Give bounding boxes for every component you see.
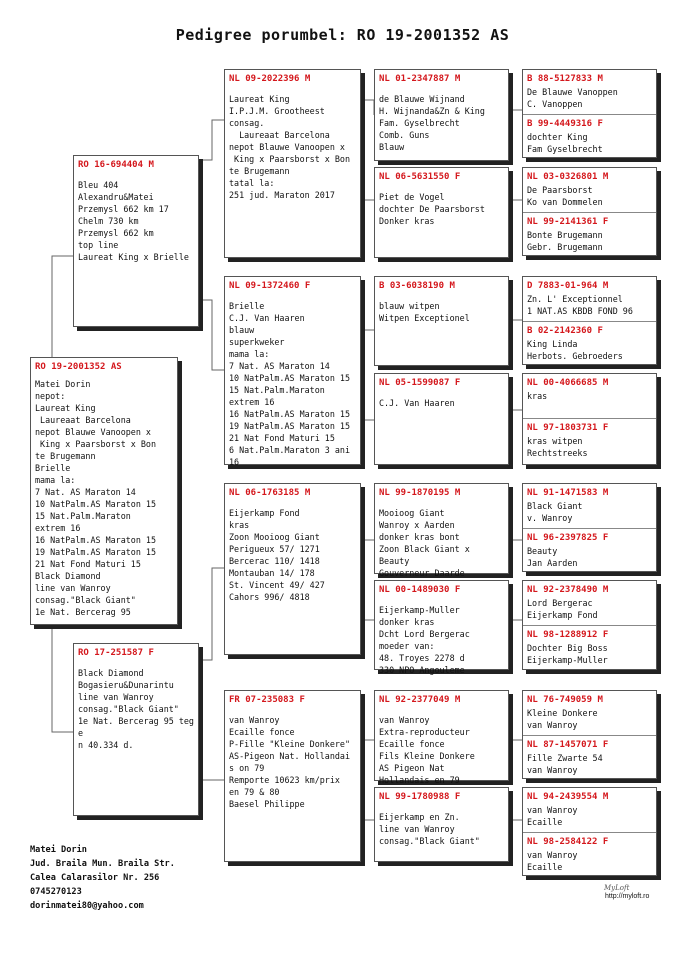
gen3-card	[374, 690, 509, 785]
gen3-text: Eijerkamp en Zn. line van Wanroy consag."Black Giant"	[379, 812, 480, 846]
gen4-pair-card	[522, 483, 657, 572]
gen4-text: Kleine Donkere van Wanroy	[527, 708, 598, 730]
contact-phone: 0745270123	[30, 887, 82, 897]
gen3-id: NL 05-1599087 F	[379, 378, 461, 388]
gen4-id: NL 98-2584122 F	[527, 837, 609, 847]
gen4-pair-card	[522, 167, 657, 256]
gen3-text: Piet de Vogel dochter De Paarsborst Donker kras	[379, 192, 485, 226]
dam-id: RO 17-251587 F	[78, 648, 154, 658]
gen4-text: De Paarsborst Ko van Dommelen	[527, 185, 603, 207]
gen2-card	[224, 69, 361, 258]
contact-street: Calea Calarasilor Nr. 256	[30, 873, 160, 883]
gen4-text: kras witpen Rechtstreeks	[527, 436, 588, 458]
gen4-id: NL 96-2397825 F	[527, 533, 609, 543]
gen2-card	[224, 690, 361, 862]
sire-card	[73, 155, 199, 327]
gen4-id: B 88-5127833 M	[527, 74, 603, 84]
gen2-id: NL 09-2022396 M	[229, 74, 311, 84]
sire-id: RO 16-694404 M	[78, 160, 154, 170]
subject-text: Matei Dorin nepot: Laureat King Laureaat Barcelona nepot Blauwe Vanoopen x King x Paarsborst x Bon te Brugemann Brielle mama la: 7 Nat. AS Maraton 14 10 NatPalm.AS Maraton 15 15 Nat.Palm.Maraton extrem 16 16 NatPalm.AS Maraton 15 19 NatPalm.AS Maraton 15 21 Nat Fond Maturi 15 Black Diamond line van Wanroy consag."Black Giant" 1e Nat. Bercerag 95	[35, 379, 157, 617]
gen2-id: NL 06-1763185 M	[229, 488, 311, 498]
gen4-text: Black Giant v. Wanroy	[527, 501, 583, 523]
gen2-id: NL 09-1372460 F	[229, 281, 311, 291]
gen4-id: B 99-4449316 F	[527, 119, 603, 129]
gen4-text: dochter King Fam Gyselbrecht	[527, 132, 603, 154]
gen3-card	[374, 580, 509, 675]
gen2-text: Laureat King I.P.J.M. Grootheest consag. Laureaat Barcelona nepot Blauwe Vanoopen x King x Paarsborst x Bon te Brugemann tatal la: 251 jud. Maraton 2017	[229, 94, 351, 200]
myloft-logo: MyLoft	[604, 884, 630, 892]
gen4-text: Bonte Brugemann Gebr. Brugemann	[527, 230, 603, 252]
gen3-id: NL 00-1489030 F	[379, 585, 461, 595]
gen2-card	[224, 276, 361, 465]
gen4-id: NL 03-0326801 M	[527, 172, 609, 182]
gen4-text: Lord Bergerac Eijerkamp Fond	[527, 598, 598, 620]
gen4-id: B 02-2142360 F	[527, 326, 603, 336]
dam-text: Black Diamond Bogasieru&Dunarintu line van Wanroy consag."Black Giant" 1e Nat. Bercerag 95 tege n 40.334 d.	[78, 668, 194, 750]
gen3-text: van Wanroy Extra-reproducteur Ecaille fonce Fils Kleine Donkere AS Pigeon Nat Hollandais en 79	[379, 715, 475, 785]
sire-text: Bleu 404 Alexandru&Matei Przemysl 662 km 17 Chelm 730 km Przemysl 662 km top line Laureat King x Brielle	[78, 180, 189, 262]
gen4-id: NL 87-1457071 F	[527, 740, 609, 750]
gen3-text: blauw witpen Witpen Exceptionel	[379, 301, 470, 323]
contact-name: Matei Dorin	[30, 845, 87, 855]
contact-address: Jud. Braila Mun. Braila Str.	[30, 859, 175, 869]
gen4-pair-card	[522, 690, 657, 779]
gen3-card	[374, 373, 509, 465]
gen2-id: FR 07-235083 F	[229, 695, 305, 705]
gen3-id: NL 01-2347887 M	[379, 74, 461, 84]
gen4-text: Zn. L' Exceptionnel 1 NAT.AS KBDB FOND 96	[527, 294, 633, 316]
gen4-pair-card	[522, 69, 657, 158]
gen3-id: NL 06-5631550 F	[379, 172, 461, 182]
gen4-text: kras	[527, 391, 548, 401]
gen2-text: Brielle C.J. Van Haaren blauw superkweker mama la: 7 Nat. AS Maraton 14 10 NatPalm.AS Maraton 15 15 Nat.Palm.Maraton extrem 16 16 NatPalm.AS Maraton 15 19 NatPalm.AS Maraton 15 21 Nat Fond Maturi 15 6 Nat.Palm.Maraton 3 ani 16	[229, 301, 351, 467]
dam-card	[73, 643, 199, 816]
gen3-id: NL 92-2377049 M	[379, 695, 461, 705]
gen4-pair-card	[522, 580, 657, 670]
gen3-text: Eijerkamp-Muller donker kras Dcht Lord Bergerac moeder van: 48. Troyes 2278 d 330 NPO Angouleme	[379, 605, 470, 675]
gen3-card	[374, 483, 509, 578]
subject-id: RO 19-2001352 AS	[35, 362, 122, 372]
gen4-id: NL 91-1471583 M	[527, 488, 609, 498]
gen4-id: NL 94-2439554 M	[527, 792, 609, 802]
gen3-text: de Blauwe Wijnand H. Wijnanda&Zn & King Fam. Gyselbrecht Comb. Guns Blauw	[379, 94, 485, 152]
gen4-text: Fille Zwarte 54 van Wanroy	[527, 753, 603, 775]
gen4-id: NL 98-1288912 F	[527, 630, 609, 640]
gen3-card	[374, 276, 509, 366]
gen2-text: van Wanroy Ecaille fonce P-Fille "Kleine Donkere" AS-Pigeon Nat. Hollandai s on 79 Remporte 10623 km/prix en 79 & 80 Baesel Philippe	[229, 715, 351, 809]
subject-card	[30, 357, 178, 625]
gen3-id: B 03-6038190 M	[379, 281, 455, 291]
gen4-text: van Wanroy Ecaille	[527, 805, 578, 827]
gen2-text: Eijerkamp Fond kras Zoon Mooioog Giant Perigueux 57/ 1271 Bercerac 110/ 1418 Montauban 14/ 178 St. Vincent 49/ 427 Cahors 996/ 4818	[229, 508, 325, 602]
gen3-card	[374, 69, 509, 161]
gen4-text: King Linda Herbots. Gebroeders	[527, 339, 623, 361]
contact-email: dorinmatei80@yahoo.com	[30, 901, 144, 911]
page-title: Pedigree porumbel: RO 19-2001352 AS	[175, 26, 510, 44]
gen4-text: De Blauwe Vanoppen C. Vanoppen	[527, 87, 618, 109]
gen3-text: C.J. Van Haaren	[379, 398, 455, 408]
gen4-id: NL 99-2141361 F	[527, 217, 609, 227]
gen3-card	[374, 167, 509, 258]
gen4-text: van Wanroy Ecaille	[527, 850, 578, 872]
gen4-pair-card	[522, 276, 657, 365]
gen3-card	[374, 787, 509, 862]
gen4-id: NL 97-1803731 F	[527, 423, 609, 433]
gen4-id: NL 76-749059 M	[527, 695, 603, 705]
gen4-id: D 7883-01-964 M	[527, 281, 609, 291]
breeder-contact	[30, 843, 175, 913]
gen3-text: Mooioog Giant Wanroy x Aarden donker kras bont Zoon Black Giant x Beauty Gouverneur Daarde	[379, 508, 470, 578]
gen3-id: NL 99-1780988 F	[379, 792, 461, 802]
gen4-text: Beauty Jan Aarden	[527, 546, 578, 568]
gen4-pair-card	[522, 373, 657, 465]
site-url[interactable]: http://myloft.ro	[605, 893, 650, 900]
gen4-text: Dochter Big Boss Eijerkamp-Muller	[527, 643, 608, 665]
gen4-pair-card	[522, 787, 657, 876]
gen2-card	[224, 483, 361, 655]
gen4-id: NL 92-2378490 M	[527, 585, 609, 595]
gen3-id: NL 99-1870195 M	[379, 488, 461, 498]
gen4-id: NL 00-4066685 M	[527, 378, 609, 388]
